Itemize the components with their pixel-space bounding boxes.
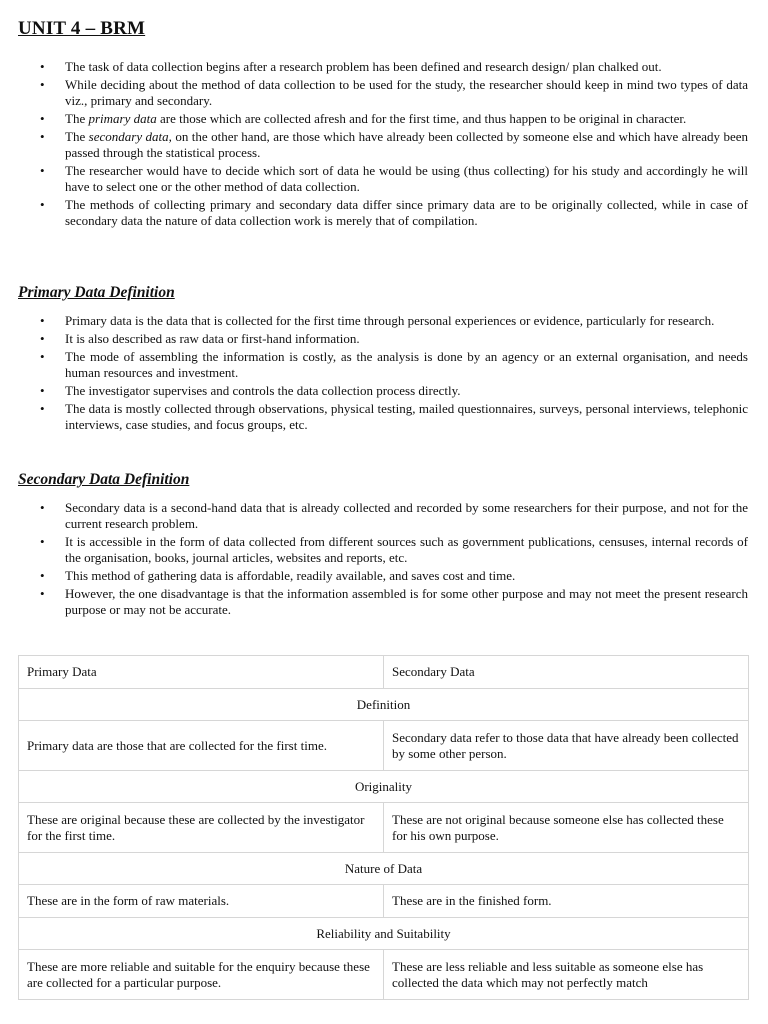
- category-row: [19, 771, 749, 803]
- bullet-text: on the other hand, are those which have already been collected by someone else and which have already been passed through the statistical process.: [65, 129, 748, 160]
- primary-bullet: • Primary data is the data that is collected for the first time through personal experiences or evidence, particularly for research.: [18, 313, 748, 329]
- italic-term: secondary data,: [88, 129, 172, 144]
- table-row: [19, 803, 749, 853]
- category-row: [19, 918, 749, 950]
- secondary-bullet: • This method of gathering data is affordable, readily available, and saves cost and time.: [18, 568, 748, 584]
- category-nature-of-data: Nature of Data: [19, 853, 749, 885]
- intro-bullet-list: [18, 59, 748, 231]
- primary-bullet: • The mode of assembling the information is costly, as the analysis is done by an agency or an external organisation, and needs human resources and investment.: [18, 349, 748, 381]
- bullet-text: The methods of collecting primary and secondary data differ since primary data are to be originally collected, while in case of secondary data the nature of data collection work is merely that of compilation.: [65, 197, 748, 228]
- header-secondary-data: Secondary Data: [384, 656, 749, 689]
- table-header-row: [19, 656, 749, 689]
- primary-cell: These are original because these are collected by the investigator for the first time.: [19, 803, 384, 853]
- category-row: [19, 689, 749, 721]
- primary-bullet: • The data is mostly collected through observations, physical testing, mailed questionnaires, surveys, personal interviews, telephonic interviews, case studies, and focus groups, etc.: [18, 401, 748, 433]
- intro-bullet: [18, 59, 748, 75]
- table-row: [19, 721, 749, 771]
- secondary-cell: These are not original because someone else has collected these for his own purpose.: [384, 803, 749, 853]
- bullet-text: The task of data collection begins after a research problem has been defined and research design/ plan chalked out.: [65, 59, 662, 74]
- secondary-cell: These are less reliable and less suitable as someone else has collected the data which may not perfectly match: [384, 950, 749, 1000]
- document-title: UNIT 4 – BRM: [18, 18, 146, 39]
- italic-term: primary data: [88, 111, 157, 126]
- secondary-bullet: • Secondary data is a second-hand data that is already collected and recorded by some researchers for their purpose, and not for the current research problem.: [18, 500, 748, 532]
- secondary-data-bullet-list: [18, 500, 748, 620]
- category-definition: Definition: [19, 689, 749, 721]
- intro-bullet: [18, 111, 748, 127]
- secondary-bullet: • However, the one disadvantage is that the information assembled is for some other purpose and may not meet the present research purpose or may not be accurate.: [18, 586, 748, 618]
- intro-bullet: [18, 197, 748, 229]
- bullet-text: While deciding about the method of data collection to be used for the study, the researcher should keep in mind two types of data viz., primary and secondary.: [65, 77, 748, 108]
- category-reliability-and-suitability: Reliability and Suitability: [19, 918, 749, 950]
- intro-bullet: [18, 77, 748, 109]
- category-row: [19, 853, 749, 885]
- category-originality: Originality: [19, 771, 749, 803]
- intro-bullet: [18, 129, 748, 161]
- primary-cell: These are more reliable and suitable for the enquiry because these are collected for a particular purpose.: [19, 950, 384, 1000]
- bullet-text: are those which are collected afresh and for the first time, and thus happen to be original in character.: [156, 111, 687, 126]
- primary-data-heading: Primary Data Definition: [18, 284, 175, 301]
- table-row: [19, 885, 749, 918]
- primary-cell: These are in the form of raw materials.: [19, 885, 384, 918]
- bullet-text: The researcher would have to decide which sort of data he would be using (thus collecting) for his study and accordingly he will have to select one or the other method of data collection.: [65, 163, 748, 194]
- primary-cell: Primary data are those that are collected for the first time.: [19, 721, 384, 771]
- primary-bullet: • The investigator supervises and controls the data collection process directly.: [18, 383, 748, 399]
- primary-data-bullet-list: [18, 313, 748, 435]
- comparison-table: [18, 655, 749, 1000]
- secondary-data-heading: Secondary Data Definition: [18, 471, 190, 488]
- primary-bullet: • It is also described as raw data or first-hand information.: [18, 331, 748, 347]
- intro-bullet: [18, 163, 748, 195]
- header-primary-data: Primary Data: [19, 656, 384, 689]
- bullet-text: The: [65, 129, 89, 144]
- bullet-text: The: [65, 111, 89, 126]
- secondary-cell: These are in the finished form.: [384, 885, 749, 918]
- secondary-cell: Secondary data refer to those data that have already been collected by some other person.: [384, 721, 749, 771]
- table-row: [19, 950, 749, 1000]
- secondary-bullet: • It is accessible in the form of data collected from different sources such as government publications, censuses, internal records of the organisation, books, journal articles, websites and reports, etc.: [18, 534, 748, 566]
